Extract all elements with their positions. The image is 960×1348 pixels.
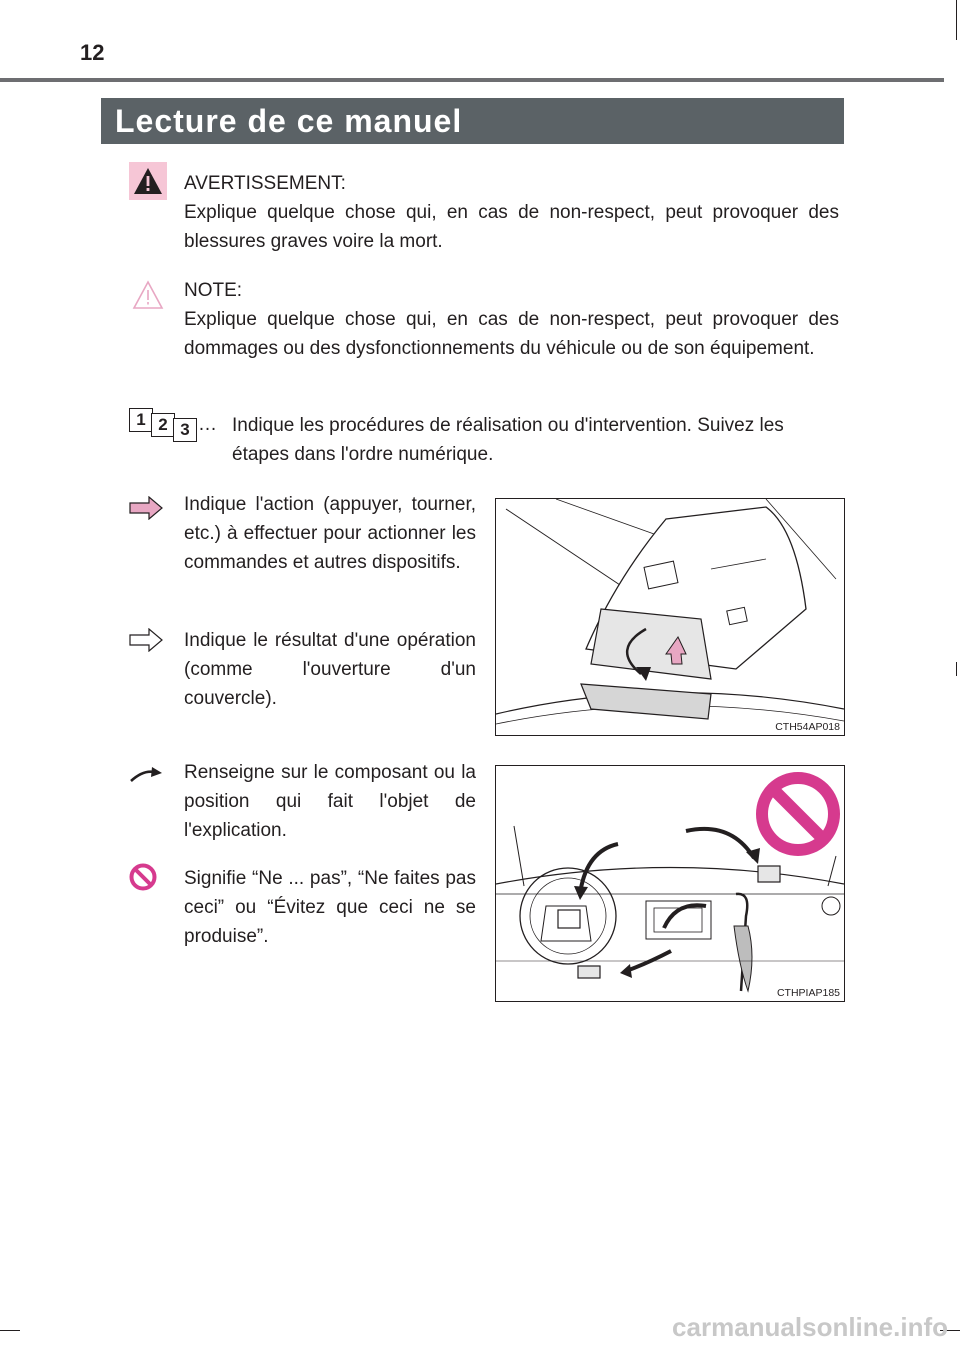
note-label: NOTE: <box>184 280 243 301</box>
watermark: carmanualsonline.info <box>672 1312 948 1342</box>
warning-text: Explique quelque chose qui, en cas de non-respect, peut provoquer des blessures graves voire la mort. <box>184 202 839 252</box>
steps-ellipsis: … <box>198 414 217 435</box>
prohibition-text: Signifie “Ne ... pas”, “Ne faites pas ceci” ou “Évitez que ceci ne se produise”. <box>184 868 476 947</box>
top-rule <box>0 78 944 82</box>
crop-mark-top-right <box>956 0 957 40</box>
page-number: 12 <box>80 40 105 65</box>
section-title: Lecture de ce manuel <box>101 98 844 144</box>
warning-label: AVERTISSEMENT: <box>184 173 346 194</box>
pointer-arrow-text: Renseigne sur le composant ou la position qui fait l'objet de l'explication. <box>184 762 476 841</box>
step-number-1: 1 <box>129 408 153 432</box>
note-text: Explique quelque chose qui, en cas de non-respect, peut provoquer des dommages ou des dysfonctionnements du véhicule ou de son équipement. <box>184 309 839 359</box>
warning-triangle-filled-icon <box>129 162 167 200</box>
figure-overhead-console <box>495 498 845 736</box>
action-arrow-text: Indique l'action (appuyer, tourner, etc.) à effectuer pour actionner les commandes et autres dispositifs. <box>184 494 476 573</box>
steps-text-line2: étapes dans l'ordre numérique. <box>232 444 494 465</box>
figure-dashboard-prohibition <box>495 765 845 1002</box>
filled-arrow-icon <box>129 496 163 520</box>
steps-text-line1: Indique les procédures de réalisation ou d'intervention. Suivez les <box>232 415 784 436</box>
step-number-2: 2 <box>151 413 175 437</box>
caution-triangle-outline-icon <box>129 276 167 314</box>
steps-123-icon <box>129 408 195 440</box>
result-arrow-text: Indique le résultat d'une opération (comme l'ouverture d'un couvercle). <box>184 630 476 709</box>
prohibition-icon <box>129 863 157 891</box>
figure-caption-2: CTHPIAP185 <box>776 987 840 999</box>
figure-caption-1: CTH54AP018 <box>775 721 840 733</box>
outline-arrow-icon <box>129 628 163 652</box>
crop-mark-right-mid <box>956 662 957 676</box>
crop-mark-bottom-left <box>0 1330 20 1331</box>
pointer-arrow-icon <box>129 764 163 784</box>
step-number-3: 3 <box>173 418 197 442</box>
